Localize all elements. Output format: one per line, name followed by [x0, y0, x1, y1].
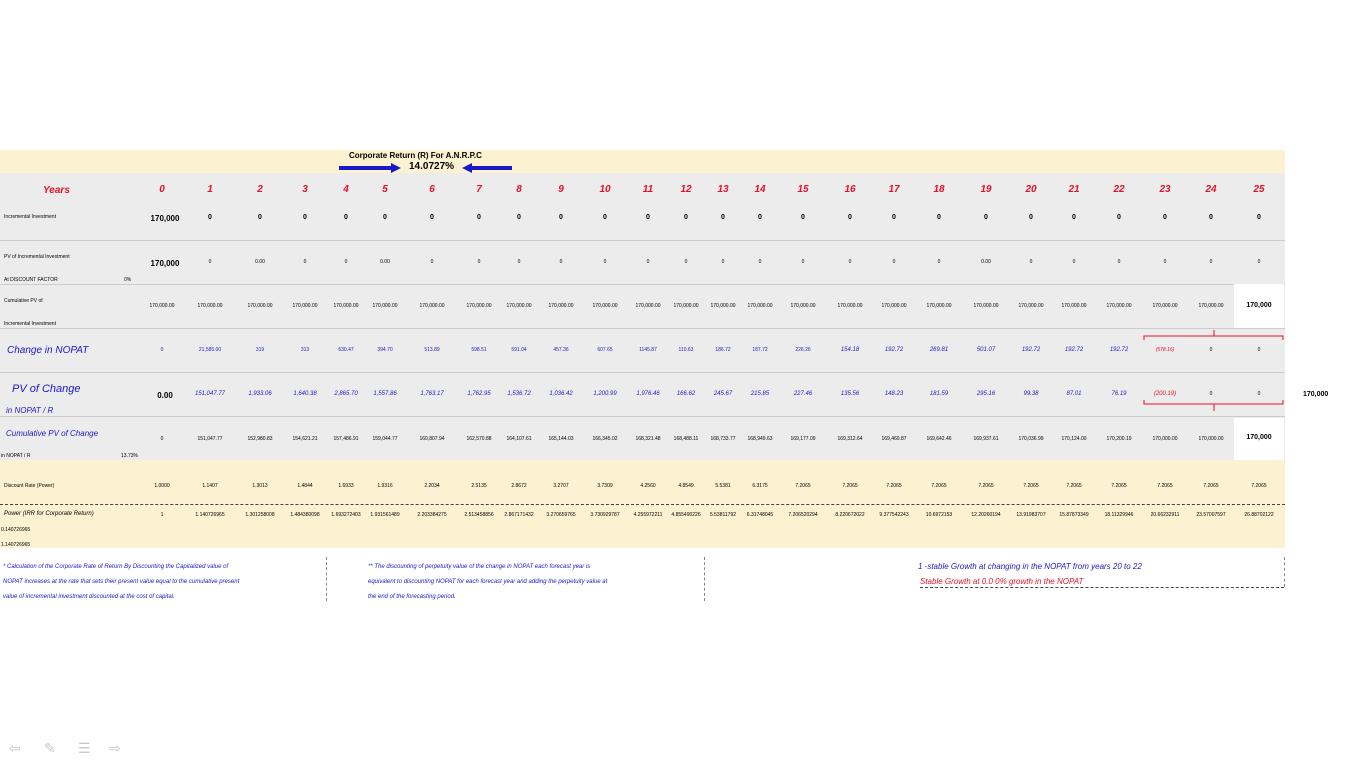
pv-change-cell: 227.46	[793, 391, 813, 397]
power-label: Power (IRR for Corporate Return)	[4, 511, 94, 517]
year-header-cell: 6	[429, 184, 435, 195]
change-nopat-cell: 0	[160, 347, 164, 353]
discount-rate-cell: 7.2065	[1023, 483, 1039, 489]
discount-rate-cell: 1.1407	[202, 483, 218, 489]
incremental-investment-cell: 0	[603, 214, 607, 221]
pv-change-cell: 1,536.72	[507, 391, 531, 397]
row-separator	[0, 328, 1285, 329]
incremental-investment-cell: 0	[801, 214, 805, 221]
pv-incremental-cell: 0	[477, 259, 481, 265]
cum-pv-change-sub: in NOPAT / R	[1, 453, 31, 459]
change-nopat-cell: 0	[1209, 347, 1213, 353]
discount-rate-cell: 7.2065	[1066, 483, 1082, 489]
incremental-investment-label: Incremental Investment	[4, 214, 56, 220]
change-nopat-cell: 154.18	[840, 347, 860, 353]
note-2-line-2: equivalent to discounting NOPAT for each forecast year and adding the perpetuity value at	[368, 579, 608, 585]
cum-pv-change-cell: 154,621.21	[292, 436, 318, 442]
discount-rate-cell: 4.8549	[678, 483, 694, 489]
incremental-investment-cell: 0	[892, 214, 896, 221]
cumulative-pv-cell: 170,000.00	[247, 303, 273, 309]
power-cell: 1	[160, 512, 164, 518]
cumulative-pv-cell: 170,000.00	[292, 303, 318, 309]
cumulative-pv-cell: 170,000.00	[673, 303, 699, 309]
cum-pv-change-cell: 159,044.77	[372, 436, 398, 442]
cum-pv-change-cell: 165,144.03	[548, 436, 574, 442]
pv-change-cell: 1,557.86	[373, 391, 397, 397]
cum-pv-change-box	[1234, 418, 1284, 460]
cum-pv-change-cell: 170,200.19	[1106, 436, 1132, 442]
pv-incremental-cell: 170,000	[150, 259, 180, 268]
pv-incremental-cell: 0.00	[380, 259, 390, 265]
discount-rate-cell: 1.4844	[297, 483, 313, 489]
discount-rate-cell: 1.0000	[154, 483, 170, 489]
change-nopat-cell: 501.07	[976, 347, 996, 353]
power-cell: 9.377542243	[879, 512, 909, 518]
incremental-investment-cell: 0	[1257, 214, 1261, 221]
power-cell: 15.87873349	[1059, 512, 1089, 518]
cumulative-pv-cell: 170,000.00	[466, 303, 492, 309]
year-header-cell: 22	[1113, 184, 1125, 195]
cumulative-pv-cell: 170,000.00	[1198, 303, 1224, 309]
cumulative-pv-cell: 170,000.00	[548, 303, 574, 309]
change-nopat-cell: 0	[1257, 347, 1261, 353]
back-arrow-icon[interactable]: ⇦	[9, 740, 21, 756]
year-header-cell: 1	[207, 184, 213, 195]
note-1-line-3: value of incremental investment discounted at the cost of capital.	[3, 594, 175, 600]
row-separator	[0, 416, 1285, 417]
year-header-cell: 19	[980, 184, 992, 195]
pv-change-label-2: in NOPAT / R	[6, 406, 54, 415]
incremental-investment-cell: 0	[1163, 214, 1167, 221]
change-nopat-cell: 226.26	[795, 347, 811, 353]
discount-rate-label: Discount Rate (Power)	[4, 483, 55, 489]
note-1-line-1: * Calculation of the Corporate Rate of Return By Discounting the Capitalized value of	[3, 564, 229, 570]
at-discount-factor-label: At DISCOUNT FACTOR	[4, 277, 58, 283]
cumulative-pv-cell: 170,000.00	[837, 303, 863, 309]
red-bracket-icon	[1140, 328, 1285, 413]
change-nopat-cell: 192.72	[1109, 347, 1129, 353]
cum-pv-change-cell: 164,107.61	[506, 436, 532, 442]
pv-incremental-cell: 0	[1163, 259, 1167, 265]
discount-rate-cell: 4.2560	[640, 483, 656, 489]
note-divider	[1284, 557, 1285, 587]
pv-incremental-cell: 0	[892, 259, 896, 265]
pv-incremental-cell: 0.00	[255, 259, 265, 265]
incremental-investment-cell: 0	[258, 214, 262, 221]
pv-incremental-cell: 0	[517, 259, 521, 265]
pv-incremental-cell: 0	[758, 259, 762, 265]
note-1	[3, 560, 239, 605]
cum-pv-change-cell: 170,124.00	[1061, 436, 1087, 442]
discount-rate-cell: 5.5381	[715, 483, 731, 489]
pv-change-cell: 181.59	[929, 391, 949, 397]
power-cell: 2.867171432	[504, 512, 534, 518]
power-cell: 4.855490226	[671, 512, 701, 518]
change-nopat-cell: 192.72	[1064, 347, 1084, 353]
power-cell: 6.31748045	[746, 512, 774, 518]
discount-rate-cell: 3.7309	[597, 483, 613, 489]
change-nopat-cell: 192.72	[884, 347, 904, 353]
cumulative-pv-cell: 170,000.00	[747, 303, 773, 309]
incremental-investment-cell: 0	[1209, 214, 1213, 221]
pv-incremental-cell: 0.00	[981, 259, 991, 265]
pv-incremental-cell: 0	[208, 259, 212, 265]
years-label: Years	[43, 185, 70, 196]
cumulative-pv-cell: 170,000.00	[372, 303, 398, 309]
year-header-cell: 7	[476, 184, 482, 195]
cumulative-pv-cell: 170,000.00	[790, 303, 816, 309]
power-cell: 20.66232911	[1150, 512, 1180, 518]
pv-change-cell: 0.00	[157, 391, 173, 400]
pen-icon[interactable]: ✎	[44, 740, 56, 756]
discount-rate-cell: 6.3175	[752, 483, 768, 489]
cumulative-pv-cell: 170,000.00	[881, 303, 907, 309]
pv-incremental-cell: 0	[1117, 259, 1121, 265]
incremental-investment-cell: 0	[646, 214, 650, 221]
pv-incremental-label: PV of Incremental Investment	[4, 254, 70, 260]
pv-incremental-cell: 0	[937, 259, 941, 265]
pv-change-cell: 1,763.17	[420, 391, 444, 397]
cum-pv-change-cell: 169,460.87	[881, 436, 907, 442]
cum-pv-change-cell: 170,000.00	[1198, 436, 1224, 442]
discount-rate-cell: 2.8672	[511, 483, 527, 489]
cumulative-pv-label-2: Incremental Investment	[4, 321, 56, 327]
note-2-line-3: the end of the forecasting period.	[368, 594, 456, 600]
pv-incremental-cell: 0	[1257, 259, 1261, 265]
incremental-investment-cell: 0	[937, 214, 941, 221]
pv-change-cell: 0	[1257, 391, 1261, 397]
cumulative-pv-box-value: 170,000	[1246, 302, 1272, 309]
cumulative-pv-cell: 170,000.00	[1018, 303, 1044, 309]
pv-incremental-cell: 0	[430, 259, 434, 265]
power-cell: 1.693272403	[331, 512, 361, 518]
cum-pv-change-box-value: 170,000	[1246, 434, 1272, 441]
change-nopat-cell: 513.89	[424, 347, 440, 353]
power-cell: 12.20260194	[971, 512, 1001, 518]
year-header-cell: 8	[516, 184, 522, 195]
year-header-cell: 24	[1205, 184, 1217, 195]
power-cell: 26.88702122	[1244, 512, 1274, 518]
cum-pv-change-cell: 168,321.48	[635, 436, 661, 442]
power-cell: 7.206520294	[788, 512, 818, 518]
year-header-cell: 12	[680, 184, 692, 195]
year-header-cell: 16	[844, 184, 856, 195]
pv-change-cell: 215.85	[750, 391, 770, 397]
dashed-separator	[0, 504, 1285, 505]
cum-pv-change-label: Cumulative PV of Change	[6, 429, 99, 438]
header-band	[0, 150, 1285, 173]
arrow-right-icon	[339, 163, 401, 173]
change-nopat-cell: 607.65	[597, 347, 613, 353]
row-separator	[0, 240, 1285, 241]
change-nopat-cell: 457.36	[553, 347, 569, 353]
incremental-investment-cell: 0	[1072, 214, 1076, 221]
year-header-cell: 9	[558, 184, 564, 195]
pv-change-cell: 245.67	[713, 391, 733, 397]
discount-rate-cell: 7.2065	[931, 483, 947, 489]
year-header-cell: 13	[717, 184, 729, 195]
cum-pv-change-cell: 169,312.64	[837, 436, 863, 442]
discount-rate-cell: 7.2065	[842, 483, 858, 489]
year-header-cell: 18	[933, 184, 945, 195]
incremental-investment-cell: 0	[517, 214, 521, 221]
incremental-investment-cell: 0	[303, 214, 307, 221]
note-divider	[326, 557, 327, 601]
cum-pv-change-cell: 170,036.99	[1018, 436, 1044, 442]
stable-growth-note-2: Stable Growth at 0.0 0% growth in the NOPAT	[920, 577, 1284, 588]
discount-rate-cell: 3.2707	[553, 483, 569, 489]
cum-pv-change-cell: 168,733.77	[710, 436, 736, 442]
note-1-line-2: NOPAT increases at the rate that sets their present value equal to the cumulative present	[3, 579, 240, 585]
cum-pv-change-cell: 166,345.02	[592, 436, 618, 442]
power-cell: 1.140726965	[195, 512, 225, 518]
change-nopat-cell: 186.72	[715, 347, 731, 353]
cum-pv-change-cell: 152,980.83	[247, 436, 273, 442]
pv-change-cell: 2,865.70	[334, 391, 358, 397]
year-header-cell: 2	[257, 184, 263, 195]
discount-rate-cell: 1.6933	[338, 483, 354, 489]
power-cell: 2.203384275	[417, 512, 447, 518]
pv-change-cell: 99.38	[1023, 391, 1039, 397]
pv-change-cell: 1,036.42	[549, 391, 573, 397]
incremental-investment-cell: 0	[344, 214, 348, 221]
cum-pv-change-cell: 162,570.88	[466, 436, 492, 442]
pv-incremental-cell: 0	[603, 259, 607, 265]
pv-change-cell: 295.16	[976, 391, 996, 397]
cumulative-pv-cell: 170,000.00	[973, 303, 999, 309]
power-cell: 3.730929787	[590, 512, 620, 518]
cum-pv-change-cell: 169,937.61	[973, 436, 999, 442]
year-header-cell: 17	[888, 184, 900, 195]
discount-rate-cell: 7.2065	[886, 483, 902, 489]
year-header-cell: 5	[382, 184, 388, 195]
change-nopat-cell: 394.70	[377, 347, 393, 353]
pv-change-cell: 1,640.38	[293, 391, 317, 397]
corporate-return-rate: 14.0727%	[409, 161, 455, 172]
pv-incremental-cell: 0	[848, 259, 852, 265]
year-header-cell: 11	[642, 184, 654, 195]
incremental-investment-cell: 170,000	[150, 214, 180, 223]
pv-change-cell: 1,976.46	[636, 391, 660, 397]
incremental-investment-cell: 0	[477, 214, 481, 221]
pv-change-cell: 87.01	[1066, 391, 1082, 397]
change-nopat-cell: 1145.87	[639, 347, 657, 353]
pv-incremental-cell: 0	[1209, 259, 1213, 265]
row-separator	[0, 284, 1285, 285]
year-header-cell: 25	[1253, 184, 1265, 195]
discount-rate-cell: 7.2065	[1251, 483, 1267, 489]
discount-rate-cell: 1.3013	[252, 483, 268, 489]
power-cell: 8.220672022	[835, 512, 865, 518]
pv-change-cell: 135.56	[840, 391, 860, 397]
pv-change-cell: 166.62	[676, 391, 696, 397]
power-cell: 4.255972211	[633, 512, 663, 518]
cumulative-pv-cell: 170,000.00	[592, 303, 618, 309]
cumulative-pv-cell: 170,000.00	[635, 303, 661, 309]
power-value-2: 1.140726965	[1, 542, 31, 548]
year-header-cell: 23	[1159, 184, 1171, 195]
menu-icon[interactable]: ☰	[78, 740, 91, 756]
row-separator	[0, 372, 1285, 373]
cumulative-pv-cell: 170,000.00	[1106, 303, 1132, 309]
year-header-cell: 4	[343, 184, 349, 195]
cum-pv-change-cell: 157,486.91	[333, 436, 359, 442]
pv-incremental-cell: 0	[646, 259, 650, 265]
pv-incremental-cell: 0	[721, 259, 725, 265]
year-header-cell: 21	[1068, 184, 1080, 195]
year-header-cell: 15	[797, 184, 809, 195]
pv-incremental-cell: 0	[1029, 259, 1033, 265]
power-cell: 10.6972153	[925, 512, 953, 518]
cumulative-pv-cell: 170,000.00	[149, 303, 175, 309]
incremental-investment-cell: 0	[721, 214, 725, 221]
cumulative-pv-cell: 170,000.00	[333, 303, 359, 309]
cum-pv-change-cell: 0	[160, 436, 164, 442]
discount-rate-cell: 7.2065	[1111, 483, 1127, 489]
discount-rate-cell: 7.2065	[1157, 483, 1173, 489]
change-nopat-cell: 630.47	[338, 347, 354, 353]
pv-change-cell: 0	[1209, 391, 1213, 397]
page-title: Corporate Return (R) For A.N.R.P.C	[349, 151, 482, 160]
forward-arrow-icon[interactable]: ⇨	[109, 740, 121, 756]
cumulative-pv-label: Cumulative PV of	[4, 298, 43, 304]
cumulative-pv-cell: 170,000.00	[710, 303, 736, 309]
cumulative-pv-cell: 170,000.00	[1152, 303, 1178, 309]
pv-change-outside-value: 170,000	[1303, 391, 1329, 398]
pv-change-cell: 148.23	[884, 391, 904, 397]
pv-change-cell: 76.19	[1111, 391, 1127, 397]
incremental-investment-cell: 0	[984, 214, 988, 221]
cumulative-pv-cell: 170,000.00	[1061, 303, 1087, 309]
pv-change-cell: 151,047.77	[194, 391, 226, 397]
pv-incremental-cell: 0	[684, 259, 688, 265]
power-cell: 5.53811792	[709, 512, 737, 518]
cumulative-pv-cell: 170,000.00	[506, 303, 532, 309]
power-cell: 13.91983707	[1016, 512, 1046, 518]
incremental-investment-cell: 0	[758, 214, 762, 221]
cum-pv-change-cell: 169,177.09	[790, 436, 816, 442]
discount-rate-cell: 7.2065	[795, 483, 811, 489]
discount-rate-cell: 7.2065	[978, 483, 994, 489]
incremental-investment-cell: 0	[1117, 214, 1121, 221]
discount-rate-cell: 7.2065	[1203, 483, 1219, 489]
incremental-investment-cell: 0	[208, 214, 212, 221]
incremental-investment-cell: 0	[559, 214, 563, 221]
cum-pv-change-cell: 151,047.77	[197, 436, 223, 442]
cumulative-pv-cell: 170,000.00	[926, 303, 952, 309]
change-nopat-cell: 269.81	[929, 347, 949, 353]
power-cell: 1.931561489	[370, 512, 400, 518]
change-nopat-cell: (578.16)	[1155, 347, 1175, 353]
pv-change-label: PV of Change	[12, 383, 81, 395]
pv-change-cell: 1,933.06	[248, 391, 272, 397]
change-nopat-cell: 313	[300, 347, 310, 353]
year-header-cell: 3	[302, 184, 308, 195]
discount-rate-cell: 2.5135	[471, 483, 487, 489]
cum-pv-change-cell: 169,642.46	[926, 436, 952, 442]
power-cell: 2.513458856	[464, 512, 494, 518]
pv-change-cell: 1,200.99	[593, 391, 617, 397]
cum-pv-change-cell: 160,807.94	[419, 436, 445, 442]
cum-pv-change-cell: 168,488.11	[673, 436, 699, 442]
discount-rate-cell: 2.2034	[424, 483, 440, 489]
note-2-line-1: ** The discounting of perpetuity value of the change in NOPAT each forecast year is	[368, 564, 591, 570]
pv-incremental-cell: 0	[303, 259, 307, 265]
pv-incremental-cell: 0	[344, 259, 348, 265]
discount-rate-cell: 1.9316	[377, 483, 393, 489]
cum-pv-change-cell: 170,000.00	[1152, 436, 1178, 442]
change-nopat-cell: 110.63	[678, 347, 694, 353]
change-nopat-cell: 319	[255, 347, 265, 353]
incremental-investment-cell: 0	[383, 214, 387, 221]
change-nopat-cell: 192.72	[1021, 347, 1041, 353]
year-header-cell: 10	[599, 184, 611, 195]
at-discount-pct: 0%	[124, 277, 132, 283]
stable-growth-note-1: 1 -stable Growth at changing in the NOPAT from years 20 to 22	[918, 562, 1142, 571]
cumulative-pv-box	[1234, 284, 1284, 328]
power-cell: 1.484380098	[290, 512, 320, 518]
incremental-investment-cell: 0	[848, 214, 852, 221]
change-nopat-cell: 187.72	[752, 347, 768, 353]
note-2	[368, 560, 607, 605]
power-cell: 23.57007597	[1196, 512, 1226, 518]
incremental-investment-cell: 0	[430, 214, 434, 221]
cumulative-pv-cell: 170,000.00	[197, 303, 223, 309]
change-nopat-cell: 21,585.00	[198, 347, 222, 353]
power-cell: 1.301258008	[245, 512, 275, 518]
change-nopat-cell: 591.04	[511, 347, 527, 353]
cum-pv-change-cell: 168,949.63	[747, 436, 773, 442]
incremental-investment-cell: 0	[684, 214, 688, 221]
pv-change-cell: 1,762.95	[467, 391, 491, 397]
change-nopat-label: Change in NOPAT	[7, 345, 89, 356]
year-header-cell: 20	[1025, 184, 1037, 195]
pv-incremental-cell: 0	[801, 259, 805, 265]
pv-change-cell: (200.19)	[1153, 391, 1177, 397]
pv-incremental-cell: 0	[1072, 259, 1076, 265]
cumulative-pv-cell: 170,000.00	[419, 303, 445, 309]
power-cell: 3.270659765	[546, 512, 576, 518]
note-divider	[704, 557, 705, 601]
change-nopat-cell: 598.51	[471, 347, 487, 353]
incremental-investment-cell: 0	[1029, 214, 1033, 221]
power-value-1: 0.140726965	[1, 527, 31, 533]
power-cell: 18.11329946	[1104, 512, 1134, 518]
year-header-cell: 0	[159, 184, 165, 195]
arrow-left-icon	[462, 163, 512, 173]
year-header-cell: 14	[754, 184, 766, 195]
pv-incremental-cell: 0	[559, 259, 563, 265]
cum-pv-change-pct: 13.73%	[121, 453, 138, 459]
